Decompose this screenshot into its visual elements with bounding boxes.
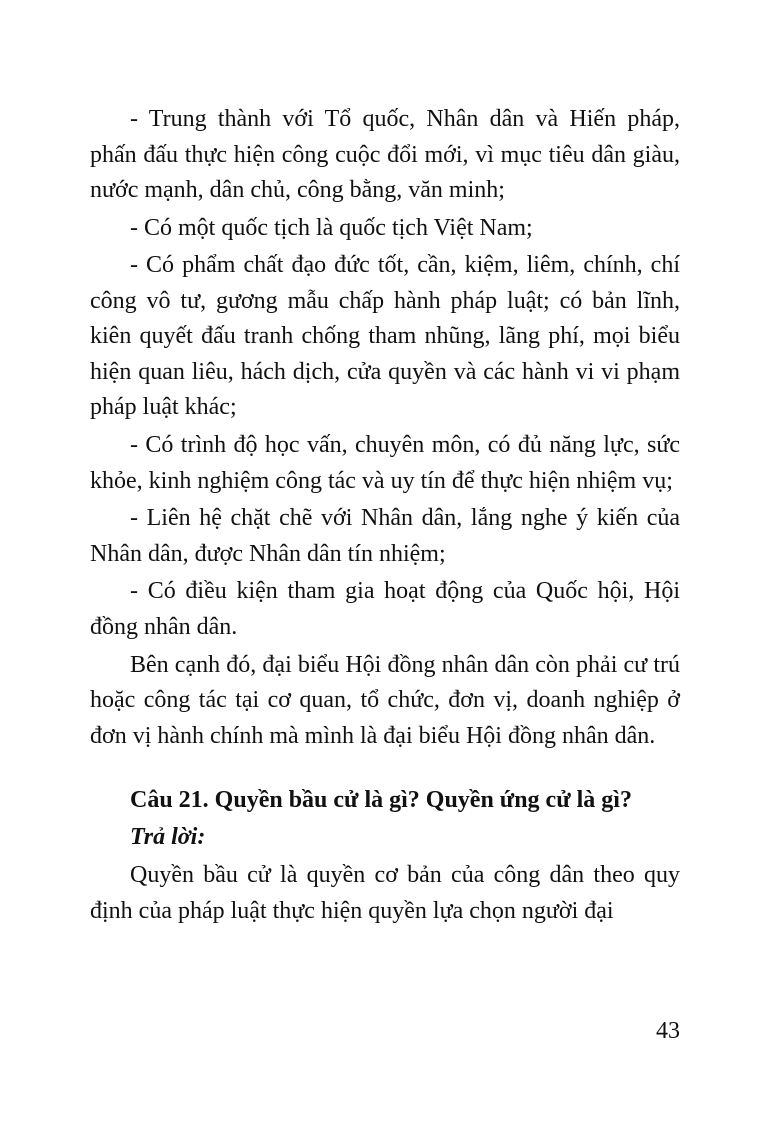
- page-body: [90, 102, 680, 931]
- question-heading: Câu 21. Quyền bầu cử là gì? Quyền ứng cử là gì?: [130, 787, 632, 814]
- paragraph-loyalty: - Trung thành với Tổ quốc, Nhân dân và Hiến pháp, phấn đấu thực hiện công cuộc đổi mới, vì mục tiêu dân giàu, nước mạnh, dân chủ, công bằng, văn minh;: [90, 106, 680, 203]
- paragraph-nationality: - Có một quốc tịch là quốc tịch Việt Nam;: [130, 214, 533, 241]
- answer-paragraph: Quyền bầu cử là quyền cơ bản của công dân theo quy định của pháp luật thực hiện quyền lựa chọn người đại: [90, 862, 680, 924]
- paragraph-residence: Bên cạnh đó, đại biểu Hội đồng nhân dân còn phải cư trú hoặc công tác tại cơ quan, tổ chức, đơn vị, doanh nghiệp ở đơn vị hành chính mà mình là đại biểu Hội đồng nhân dân.: [90, 651, 680, 749]
- answer-label: Trả lời:: [130, 823, 206, 850]
- paragraph-ethics: - Có phẩm chất đạo đức tốt, cần, kiệm, liêm, chính, chí công vô tư, gương mẫu chấp hành pháp luật; có bản lĩnh, kiên quyết đấu tranh chống tham nhũng, lãng phí, mọi biểu hiện quan liêu, hách dịch, cửa quyền và các hành vi vi phạm pháp luật khác;: [90, 252, 680, 421]
- paragraph-education: - Có trình độ học vấn, chuyên môn, có đủ năng lực, sức khỏe, kinh nghiệm công tác và uy tín để thực hiện nhiệm vụ;: [90, 432, 680, 494]
- paragraph-participation: - Có điều kiện tham gia hoạt động của Quốc hội, Hội đồng nhân dân.: [90, 578, 680, 640]
- paragraph-people-connection: - Liên hệ chặt chẽ với Nhân dân, lắng nghe ý kiến của Nhân dân, được Nhân dân tín nhiệm;: [90, 505, 680, 567]
- page-number: 43: [656, 1018, 680, 1044]
